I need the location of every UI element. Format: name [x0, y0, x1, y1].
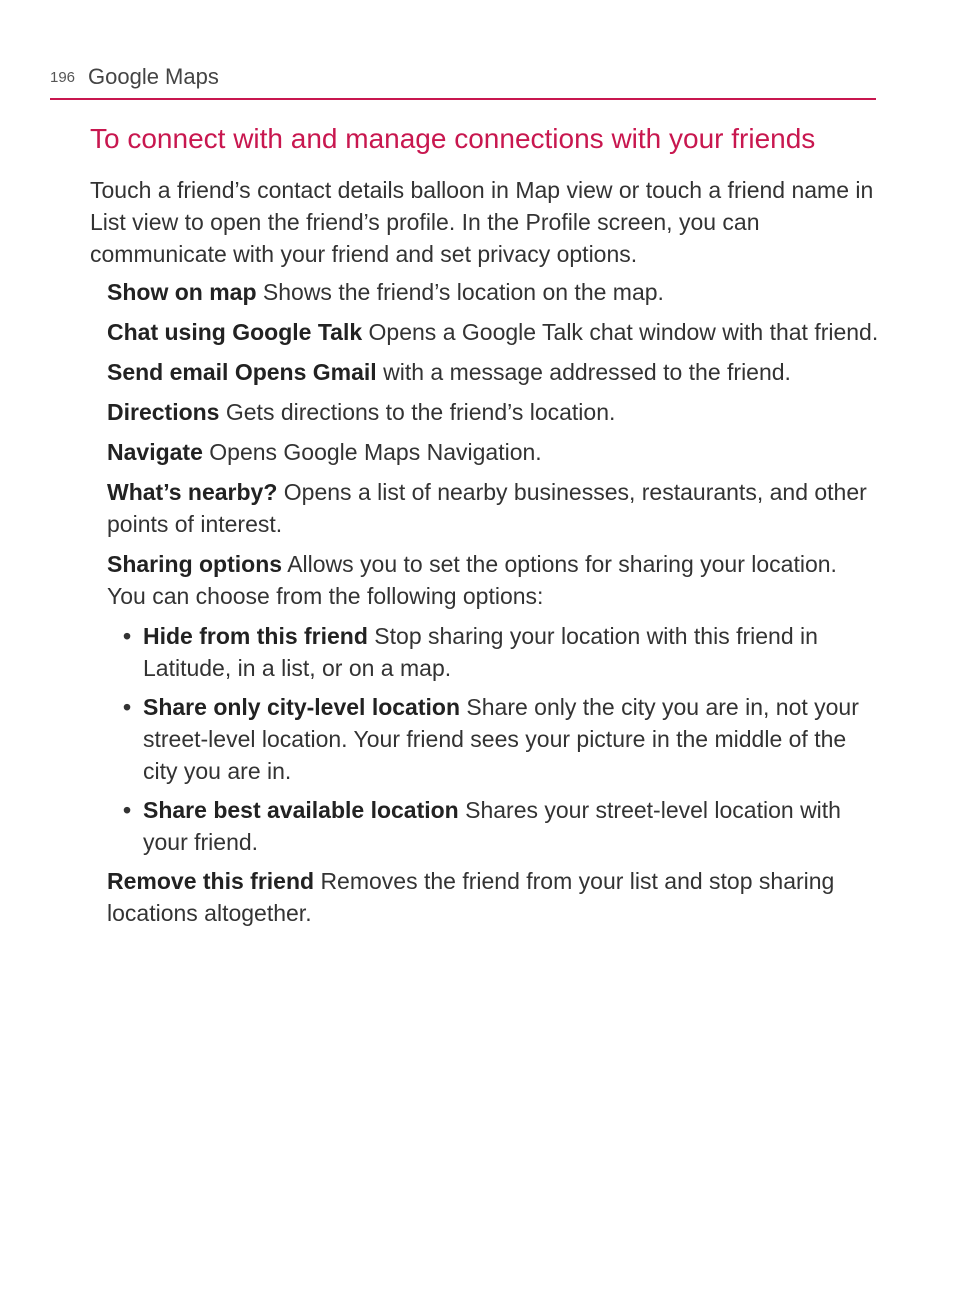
section-title: To connect with and manage connections with your friends	[90, 123, 816, 154]
description: Shows the friend’s location on the map.	[262, 279, 664, 305]
sharing-option-hide	[123, 620, 879, 684]
definition-whats-nearby	[107, 476, 879, 540]
bullet: •	[123, 623, 132, 649]
description: Opens a list of nearby businesses, restaurants, and other points of interest.	[107, 479, 867, 537]
term: Share best available location	[143, 797, 459, 823]
description: with a message addressed to the friend.	[383, 359, 791, 385]
definition-chat-google-talk	[107, 316, 879, 348]
description: Stop sharing your location with this friend in Latitude, in a list, or on a map.	[143, 623, 818, 681]
bullet: •	[123, 797, 132, 823]
term: Directions	[107, 399, 220, 425]
sharing-option-best-available	[123, 794, 879, 858]
option-list	[107, 276, 879, 937]
term: Chat using Google Talk	[107, 319, 363, 345]
description: Opens Google Maps Navigation.	[209, 439, 542, 465]
term: Sharing options	[107, 551, 283, 577]
description: Removes the friend from your list and stop sharing locations altogether.	[107, 868, 835, 926]
page-number: 196	[50, 69, 76, 86]
term: Share only city-level location	[143, 694, 460, 720]
intro-paragraph: Touch a friend’s contact details balloon in Map view or touch a friend name in List view to open the friend’s profile. In the Profile screen, you can communicate with your friend and set privacy options.	[90, 177, 874, 267]
page-header	[50, 62, 876, 100]
definition-send-email	[107, 356, 879, 388]
description: Allows you to set the options for sharing your location. You can choose from the following options:	[107, 551, 837, 609]
bullet: •	[123, 694, 132, 720]
definition-remove-friend	[107, 865, 879, 929]
definition-directions	[107, 396, 879, 428]
definition-show-on-map	[107, 276, 879, 308]
definition-sharing-options	[107, 548, 879, 612]
sharing-options-list	[107, 620, 879, 858]
term: Hide from this friend	[143, 623, 368, 649]
term: Navigate	[107, 439, 203, 465]
description: Shares your street-level location with your friend.	[143, 797, 841, 855]
description: Share only the city you are in, not your street-level location. Your friend sees your picture in the middle of the city you are in.	[143, 694, 859, 784]
term: What’s nearby?	[107, 479, 278, 505]
definition-navigate	[107, 436, 879, 468]
description: Gets directions to the friend’s location.	[225, 399, 616, 425]
description: Opens a Google Talk chat window with that friend.	[368, 319, 879, 345]
sharing-option-city-level	[123, 691, 879, 787]
term: Remove this friend	[107, 868, 315, 894]
term: Show on map	[107, 279, 257, 305]
section-name: Google Maps	[88, 64, 219, 89]
term: Send email Opens Gmail	[107, 359, 377, 385]
